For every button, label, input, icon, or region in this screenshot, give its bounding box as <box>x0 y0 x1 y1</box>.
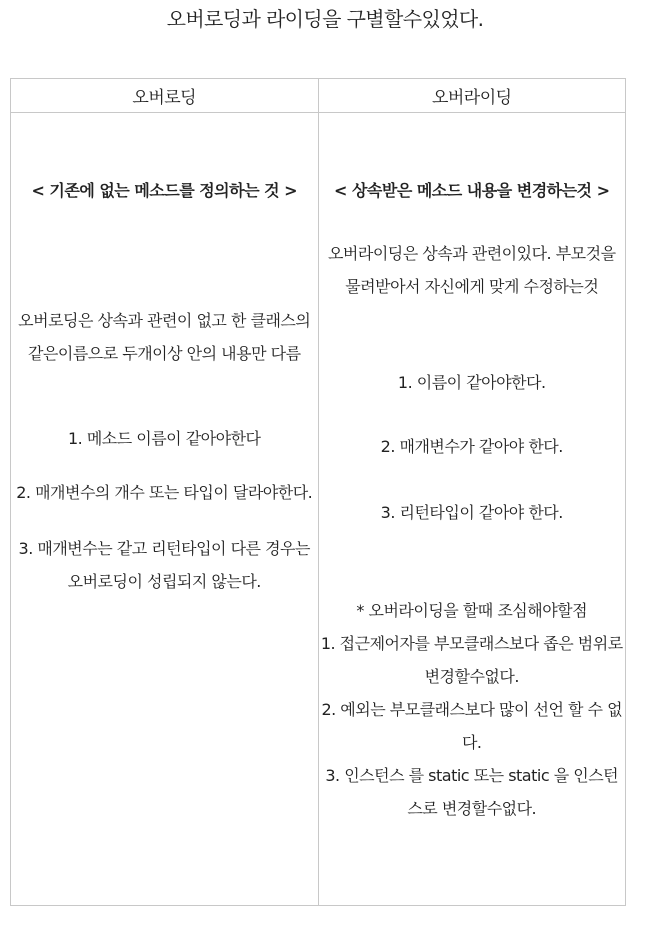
header-overloading: 오버로딩 <box>11 79 319 113</box>
table-header-row <box>11 79 626 113</box>
overriding-caution-title: * 오버라이딩을 할때 조심해야할점 <box>356 601 588 620</box>
overriding-heading: < 상속받은 메소드 내용을 변경하는것 > <box>333 181 610 200</box>
overriding-rule-3: 3. 리턴타입이 같아야 한다. <box>380 503 563 522</box>
overriding-description: 오버라이딩은 상속과 관련이있다. 부모것을 물려받아서 자신에게 맞게 수정하는것 <box>327 244 616 296</box>
overloading-rule-1: 1. 메소드 이름이 같아야한다 <box>67 429 261 448</box>
page-title: 오버로딩과 라이딩을 구별할수있었다. <box>166 7 484 31</box>
overriding-caution-3: 3. 인스턴스 를 static 또는 static 을 인스턴스로 변경할수없다. <box>325 766 619 818</box>
comparison-table <box>10 78 626 906</box>
overriding-rule-1: 1. 이름이 같아야한다. <box>397 373 546 392</box>
header-overriding: 오버라이딩 <box>318 79 626 113</box>
overriding-rule-2: 2. 매개변수가 같아야 한다. <box>380 437 563 456</box>
overloading-rule-2: 2. 매개변수의 개수 또는 타입이 달라야한다. <box>16 483 313 502</box>
overloading-heading: < 기존에 없는 메소드를 정의하는 것 > <box>31 181 298 200</box>
overloading-cell <box>11 113 319 906</box>
overriding-cell <box>318 113 626 906</box>
table-row <box>11 113 626 906</box>
overriding-caution-2: 2. 예외는 부모클래스보다 많이 선언 할 수 없다. <box>321 700 623 752</box>
overloading-description: 오버로딩은 상속과 관련이 없고 한 클래스의 같은이름으로 두개이상 안의 내용만 다름 <box>18 311 311 363</box>
overloading-rule-3: 3. 매개변수는 같고 리턴타입이 다른 경우는 오버로딩이 성립되지 않는다. <box>18 539 310 591</box>
overriding-caution-1: 1. 접근제어자를 부모클래스보다 좁은 범위로 변경할수없다. <box>320 634 623 686</box>
